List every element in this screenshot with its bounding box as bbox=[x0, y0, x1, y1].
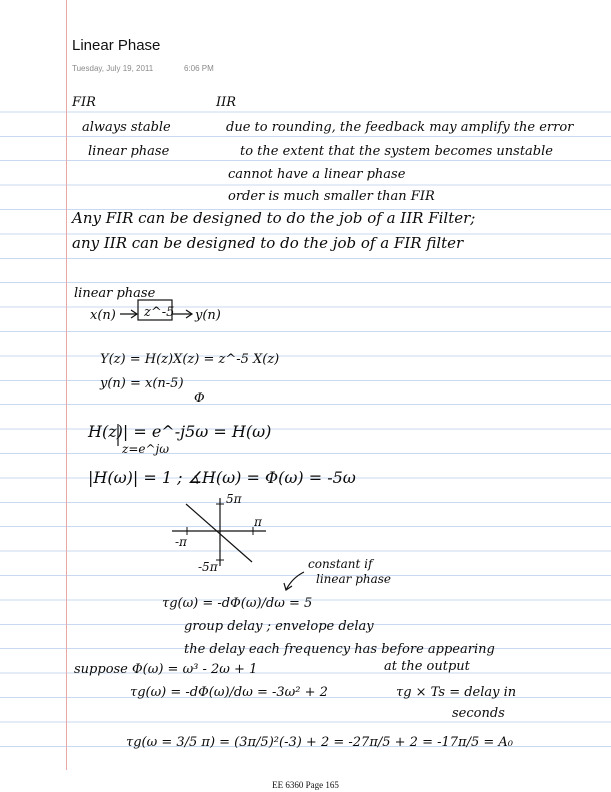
fir-heading: FIR bbox=[72, 95, 96, 110]
delay-description-2: at the output bbox=[384, 659, 470, 674]
group-delay-note: group delay ; envelope delay bbox=[184, 619, 374, 634]
example-tau-equation: τg(ω) = -dΦ(ω)/dω = -3ω² + 2 bbox=[130, 685, 328, 700]
sketch-label-top: 5π bbox=[226, 492, 242, 506]
example-tau-note-2: seconds bbox=[452, 706, 505, 721]
group-delay-equation: τg(ω) = -dΦ(ω)/dω = 5 bbox=[162, 596, 313, 611]
fir-point-1: always stable bbox=[82, 120, 171, 135]
annotation-arrow bbox=[286, 572, 304, 590]
page-date: Tuesday, July 19, 2011 bbox=[72, 64, 154, 73]
page-title[interactable]: Linear Phase bbox=[72, 37, 161, 54]
example-tau-note: τg × Ts = delay in bbox=[396, 685, 517, 700]
sketch-phase-line bbox=[186, 504, 252, 562]
equation-4: |H(ω)| = 1 ; ∡H(ω) = Φ(ω) = -5ω bbox=[88, 468, 356, 487]
iir-heading: IIR bbox=[216, 95, 237, 110]
delay-description: the delay each frequency has before appearing bbox=[184, 642, 495, 657]
iir-point-1: due to rounding, the feedback may amplify the error bbox=[226, 120, 574, 135]
equation-3-phi: Φ bbox=[194, 391, 205, 406]
equation-3-subscript: z=e^jω bbox=[122, 442, 170, 456]
fir-point-2: linear phase bbox=[88, 144, 170, 159]
annotation-line-1: constant if bbox=[308, 557, 373, 571]
block-output: y(n) bbox=[195, 308, 221, 323]
statement-1: Any FIR can be designed to do the job of a IIR Filter; bbox=[72, 209, 476, 227]
iir-point-4: order is much smaller than FIR bbox=[228, 189, 435, 204]
sketch-label-right: π bbox=[254, 515, 262, 529]
linear-phase-heading: linear phase bbox=[74, 286, 156, 301]
sketch-label-left: -π bbox=[175, 535, 187, 549]
annotation-line-2: linear phase bbox=[316, 572, 392, 586]
block-box bbox=[138, 300, 175, 320]
statement-2: any IIR can be designed to do the job of a FIR filter bbox=[72, 234, 464, 252]
iir-point-3: cannot have a linear phase bbox=[228, 167, 406, 182]
iir-point-2: to the extent that the system becomes unstable bbox=[240, 144, 553, 159]
equation-1: Y(z) = H(z)X(z) = z^-5 X(z) bbox=[100, 352, 280, 367]
equation-3: H(z)| = e^-j5ω = H(ω) bbox=[88, 422, 272, 441]
sketch-label-bottom: -5π bbox=[198, 560, 218, 574]
equation-2: y(n) = x(n-5) bbox=[100, 376, 184, 391]
block-label: z^-5 bbox=[144, 305, 175, 320]
block-input: x(n) bbox=[90, 308, 116, 323]
page-time: 6:06 PM bbox=[184, 64, 214, 73]
page-footer-label: EE 6360 Page 165 bbox=[272, 780, 339, 790]
example-evaluation: τg(ω = 3/5 π) = (3π/5)²(-3) + 2 = -27π/5 + 2 = -17π/5 = A₀ bbox=[126, 735, 513, 750]
example-suppose: suppose Φ(ω) = ω³ - 2ω + 1 bbox=[74, 662, 258, 677]
